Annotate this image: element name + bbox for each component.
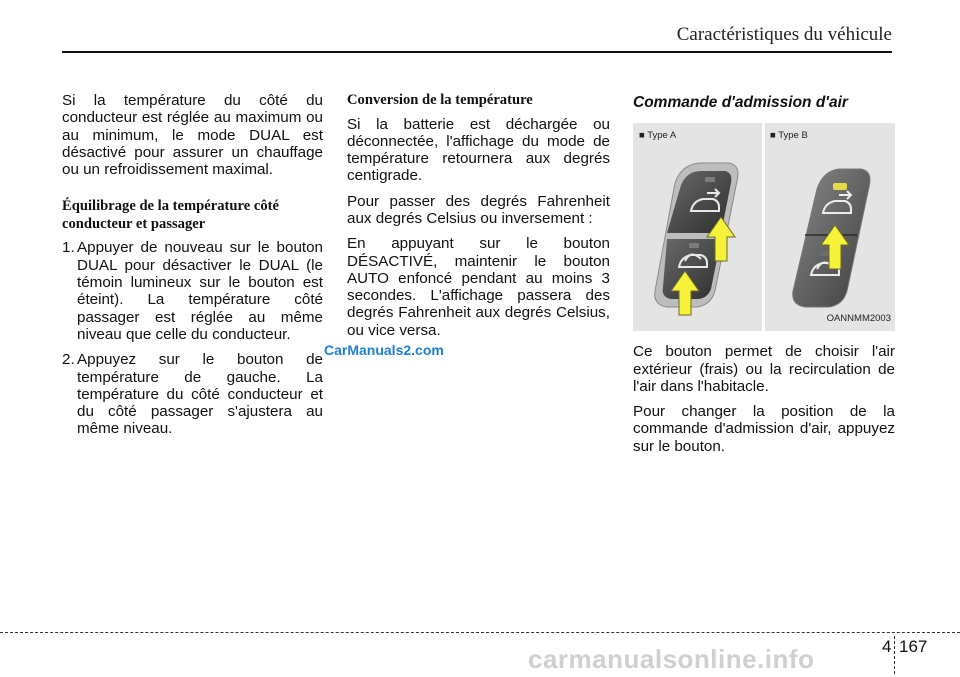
subheading-temperature-balance [62,198,323,233]
indicator-led-on [833,183,847,190]
column-3 [633,94,895,463]
paragraph-battery: Si la batterie est déchargée ou déconnectée, l'affichage du mode de température retournera aux degrés centigrade. [347,115,610,185]
intro-paragraph: Si la température du côté du conducteur est réglée au maximum ou au minimum, le mode DUAL est désactivé pour assurer un chauffage ou un refroidissement maximal. [62,92,323,179]
list-item [62,351,323,437]
type-a-button-illustration [633,141,761,331]
subheading-conversion: Conversion de la température [347,92,533,108]
running-header: Caractéristiques du véhicule [676,24,892,45]
section-title-air-intake: Commande d'admission d'air [633,94,848,111]
figure-code: OANNMM2003 [826,313,891,324]
indicator-led-off [705,177,715,182]
list-item [62,239,323,343]
column-2 [347,92,610,347]
indicator-led-off [689,243,699,248]
paragraph-procedure: En appuyant sur le bouton DÉSACTIVÉ, maintenir le bouton AUTO enfoncé pendant au moins 3 secondes. L'affichage passera des degrés Fahrenheit aux degrés Celsius, ou vice versa. [347,235,610,339]
type-a-label: ■ Type A [639,130,677,142]
footer-rule [0,632,960,633]
paragraph-switch-units: Pour passer des degrés Fahrenheit aux degrés Celsius ou inversement : [347,192,610,227]
step-number: 1. [62,239,75,257]
step-text: Appuyez sur le bouton de température de gauche. La température du côté conducteur et du côté passager s'ajustera au même niveau. [77,351,323,438]
paragraph-instructions: Pour changer la position de la commande d'admission d'air, appuyez sur le bouton. [633,403,895,455]
subheading-line-2: conducteur et passager [62,215,206,232]
column-1 [62,92,323,446]
type-b-label: ■ Type B [770,130,808,142]
subheading-line-1: Équilibrage de la température côté [62,198,279,215]
step-number: 2. [62,351,75,369]
paragraph-description: Ce bouton permet de choisir l'air extérieur (frais) ou la recirculation de l'air dans l'habitacle. [633,343,895,395]
site-watermark: carmanualsonline.info [528,644,815,674]
header-rule [62,51,892,53]
page-number: 167 [899,637,928,656]
steps-list [62,239,323,437]
type-b-button-illustration [765,141,893,331]
page-divider [894,636,895,674]
chapter-number: 4 [882,637,892,656]
watermark: CarManuals2.com [324,342,444,358]
air-intake-figure [633,123,895,331]
step-text: Appuyer de nouveau sur le bouton DUAL pour désactiver le DUAL (le témoin lumineux sur le bouton est éteint). La température côté passager est réglée au même niveau que celle du conducteur. [77,239,323,343]
indicator-led-off [819,251,829,256]
